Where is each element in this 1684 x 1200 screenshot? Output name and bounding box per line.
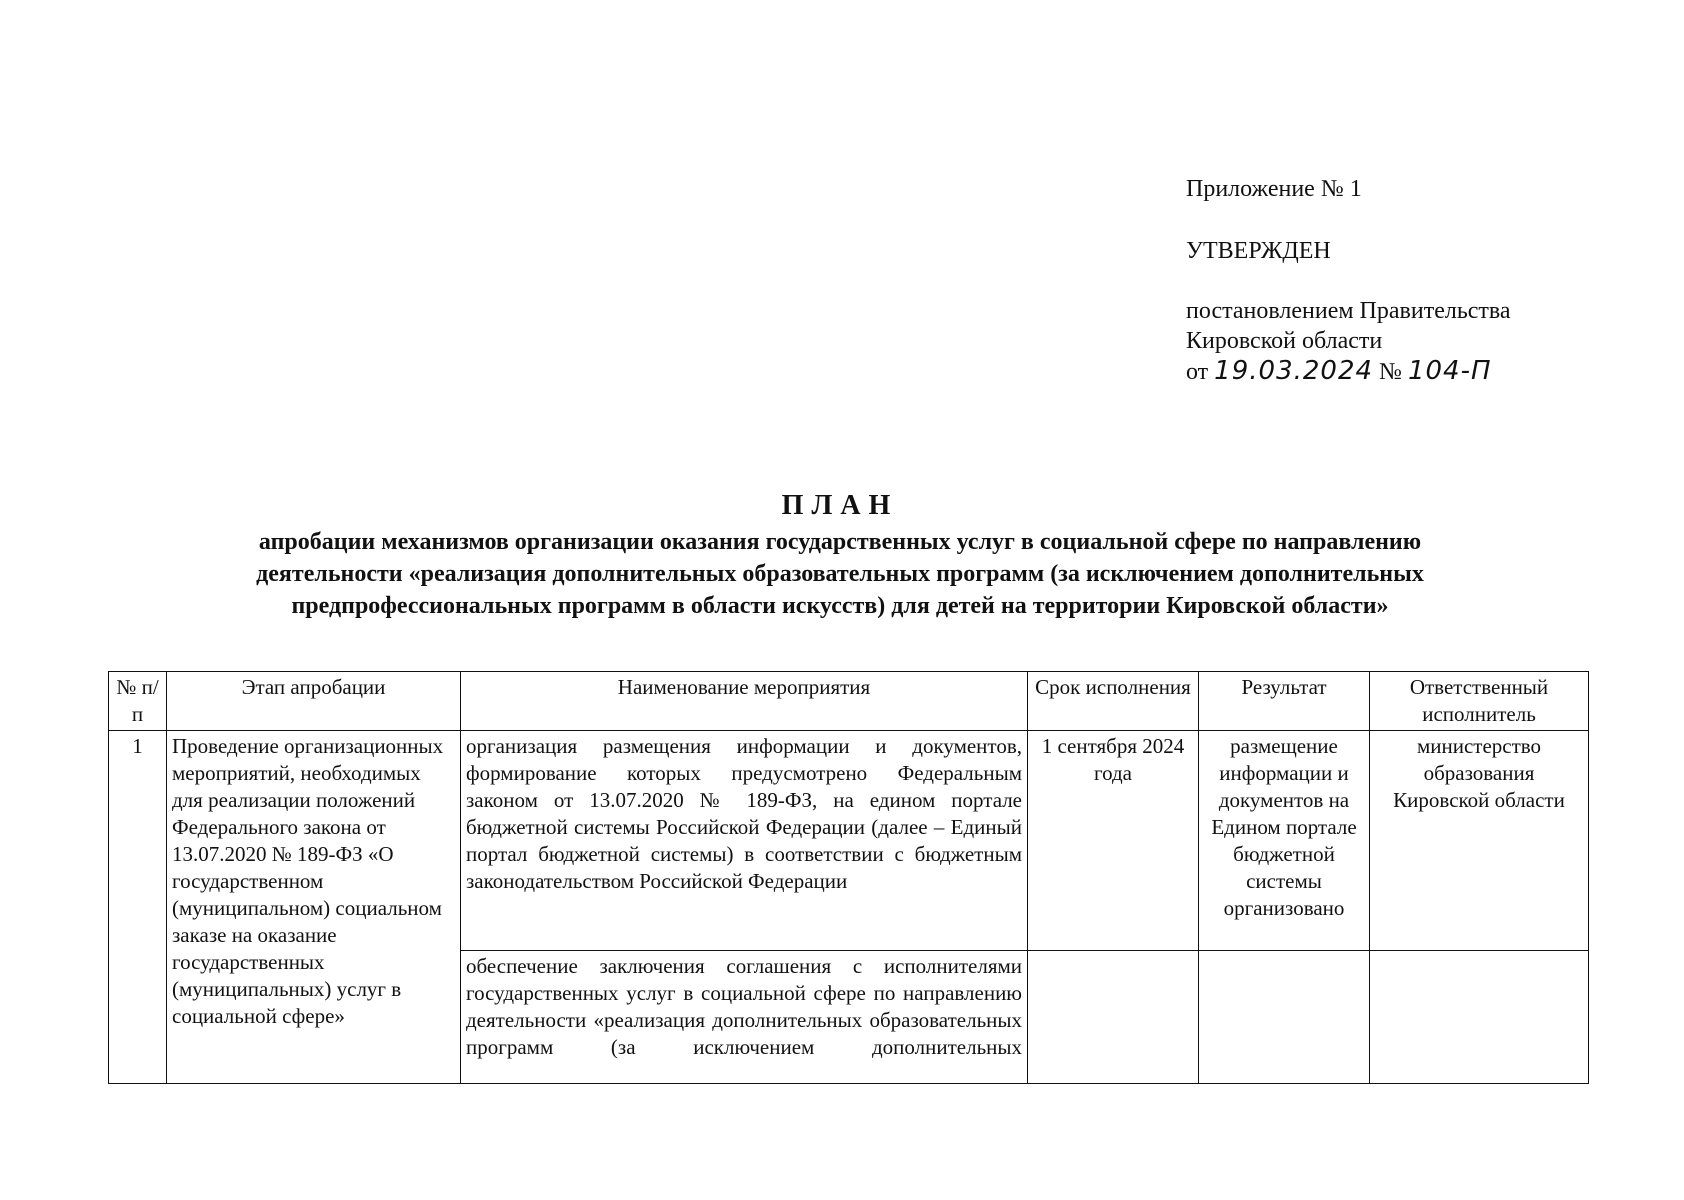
cell-result: размещение информации и документов на Едином портале бюджетной системы организовано bbox=[1199, 731, 1370, 951]
date-prefix: от bbox=[1186, 359, 1209, 385]
cell-deadline: 1 сентября 2024 года bbox=[1028, 731, 1199, 951]
cell-num: 1 bbox=[109, 731, 167, 1084]
document-title bbox=[110, 490, 1570, 622]
cell-stage: Проведение организационных мероприятий, необходимых для реализации положений Федерального закона от 13.07.2020 № 189-ФЗ «О государственном (муниципальном) социальном заказе на оказание государственных (муниципальных) услуг в социальной сфере» bbox=[167, 731, 461, 1084]
handwritten-number: 104-П bbox=[1407, 356, 1492, 386]
title-line-2: деятельности «реализация дополнительных образовательных программ (за исключением дополнительных bbox=[256, 561, 1424, 587]
appendix-label: Приложение № 1 bbox=[1186, 176, 1362, 202]
approval-block bbox=[1186, 174, 1511, 387]
approval-date-line bbox=[1186, 356, 1511, 387]
cell-event: организация размещения информации и документов, формирование которых предусмотрено Федеральным законом от 13.07.2020 № 189-ФЗ, на едином портале бюджетной системы Российской Федерации (далее – Единый портал бюджетной системы) в соответствии с бюджетным законодательством Российской Федерации bbox=[461, 731, 1028, 951]
approved-label: УТВЕРЖДЕН bbox=[1186, 238, 1331, 264]
header-result: Результат bbox=[1199, 672, 1370, 731]
header-num: № п/п bbox=[109, 672, 167, 731]
table-header-row bbox=[109, 672, 1589, 731]
header-responsible: Ответственный исполнитель bbox=[1370, 672, 1589, 731]
plan-table bbox=[108, 671, 1589, 1084]
cell-result bbox=[1199, 951, 1370, 1084]
header-event: Наименование мероприятия bbox=[461, 672, 1028, 731]
cell-deadline bbox=[1028, 951, 1199, 1084]
approval-line-1: постановлением Правительства bbox=[1186, 298, 1511, 324]
title-line-1: апробации механизмов организации оказания государственных услуг в социальной сфере по направлению bbox=[258, 529, 1422, 555]
cell-event: обеспечение заключения соглашения с исполнителями государственных услуг в социальной сфере по направлению деятельности «реализация дополнительных образовательных программ (за исключением дополнительных bbox=[461, 951, 1028, 1084]
header-deadline: Срок исполнения bbox=[1028, 672, 1199, 731]
cell-responsible: министерство образования Кировской области bbox=[1370, 731, 1589, 951]
cell-responsible bbox=[1370, 951, 1589, 1084]
plan-heading: ПЛАН bbox=[781, 490, 899, 521]
title-line-3: предпрофессиональных программ в области искусств) для детей на территории Кировской области» bbox=[291, 593, 1389, 619]
number-prefix: № bbox=[1379, 359, 1402, 385]
approval-line-2: Кировской области bbox=[1186, 328, 1383, 354]
table-row bbox=[109, 731, 1589, 951]
header-stage: Этап апробации bbox=[167, 672, 461, 731]
handwritten-date: 19.03.2024 bbox=[1214, 356, 1374, 386]
